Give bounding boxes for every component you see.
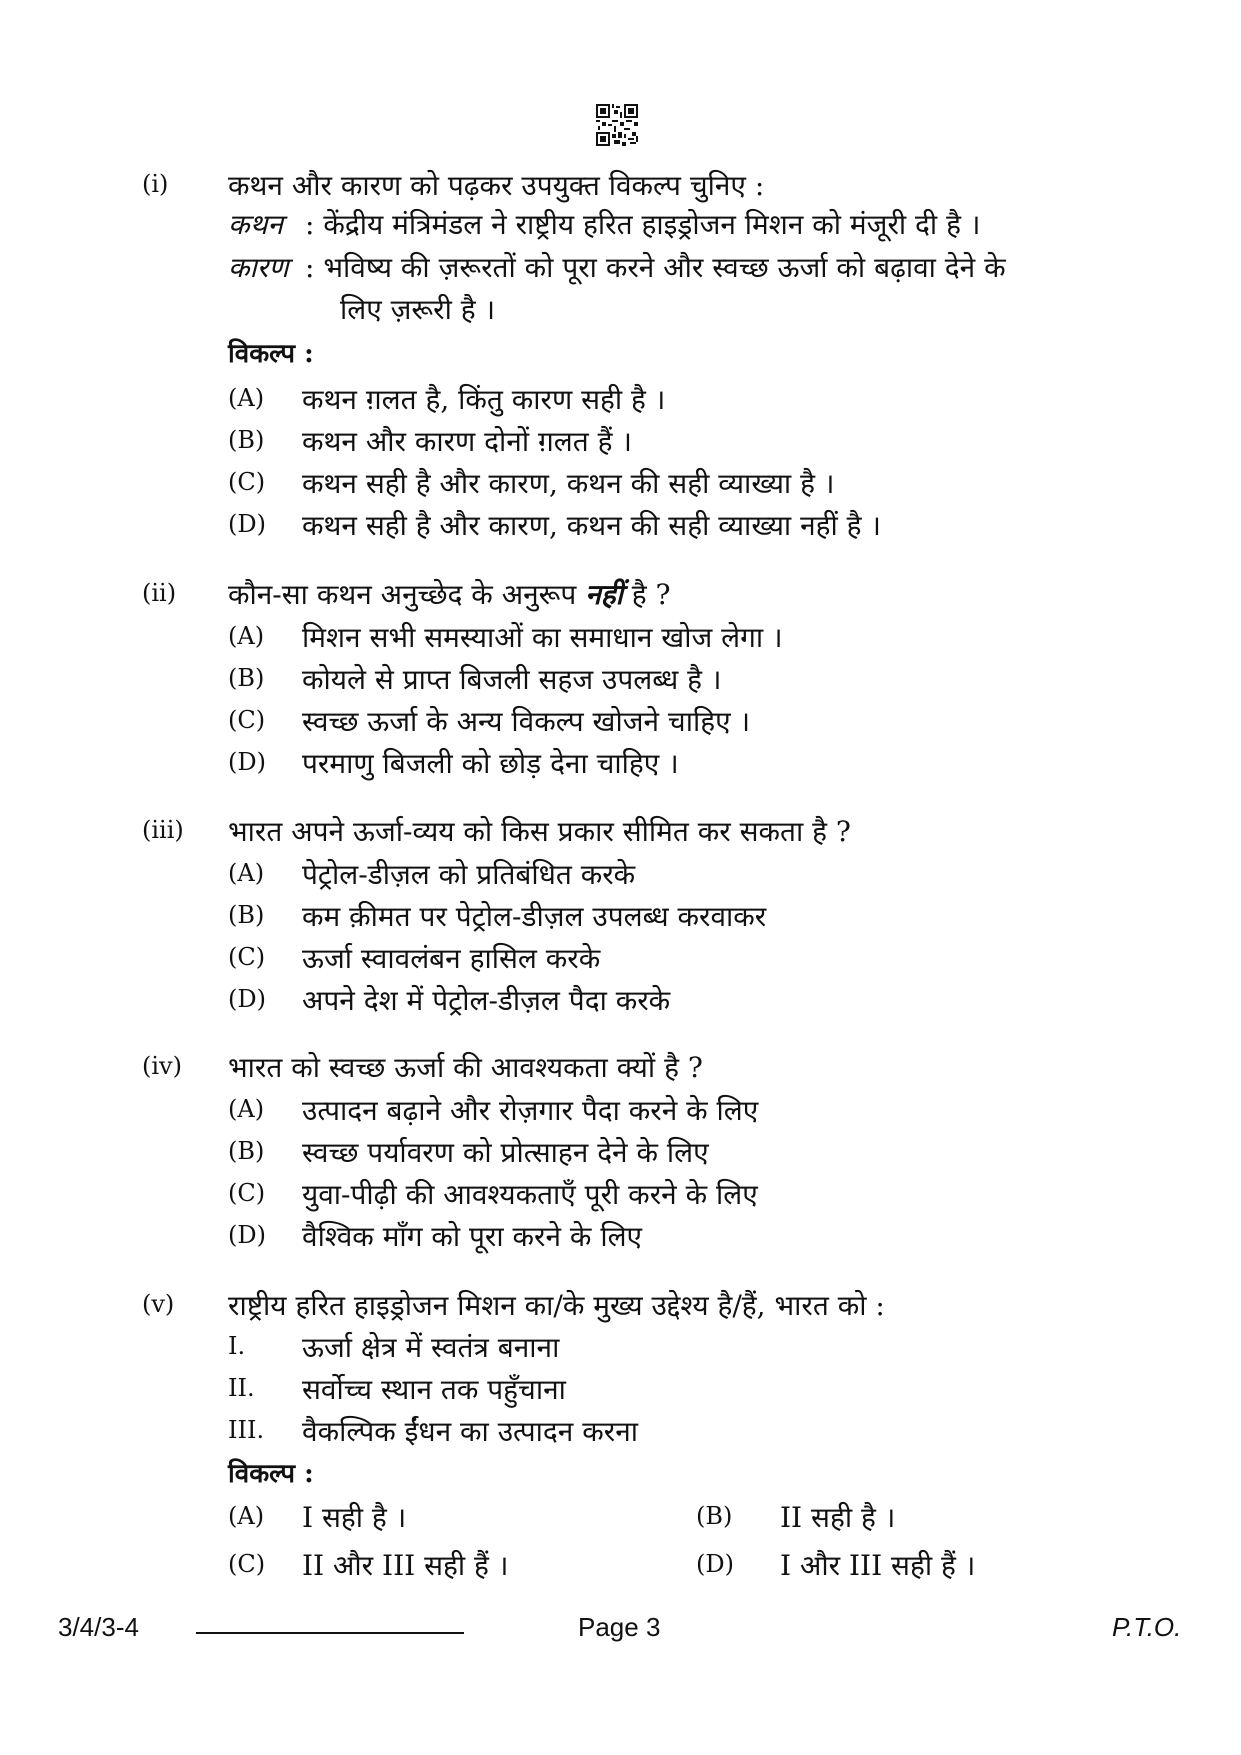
option-row-ab xyxy=(0,1498,1241,1538)
option-label: (B) xyxy=(228,664,265,692)
option-c-text: II और III सही हैं । xyxy=(302,1549,509,1582)
option-label: (A) xyxy=(228,622,265,650)
option-b xyxy=(0,660,1241,700)
option-d-text: I और III सही हैं । xyxy=(780,1549,976,1582)
option-label: (C) xyxy=(228,943,266,971)
reason-text-continued: लिए ज़रूरी है । xyxy=(340,293,496,326)
question-stem: राष्ट्रीय हरित हाइड्रोजन मिशन का/के मुख्य उद्देश्य है/हैं, भारत को : xyxy=(228,1289,885,1322)
option-d xyxy=(0,1217,1241,1257)
statement-2 xyxy=(0,1370,1241,1410)
question-stem: भारत अपने ऊर्जा-व्यय को किस प्रकार सीमित कर सकता है ? xyxy=(228,815,851,848)
option-b-text: II सही है । xyxy=(780,1501,896,1534)
question-stem: कौन-सा कथन अनुच्छेद के अनुरूप नहीं है ? xyxy=(228,578,671,611)
question-stem: कथन और कारण को पढ़कर उपयुक्त विकल्प चुनिए : xyxy=(228,169,765,202)
option-label: (D) xyxy=(228,510,266,538)
question-number: (iv) xyxy=(142,1052,182,1080)
option-text: कम क़ीमत पर पेट्रोल-डीज़ल उपलब्ध करवाकर xyxy=(302,900,767,933)
option-b-label: (B) xyxy=(696,1502,733,1530)
option-label: (D) xyxy=(228,985,266,1013)
option-text: स्वच्छ ऊर्जा के अन्य विकल्प खोजने चाहिए । xyxy=(302,705,751,738)
assertion-text: : केंद्रीय मंत्रिमंडल ने राष्ट्रीय हरित हाइड्रोजन मिशन को मंजूरी दी है । xyxy=(305,208,981,241)
option-label: (B) xyxy=(228,1137,265,1165)
option-label: (C) xyxy=(228,468,266,496)
question-number: (ii) xyxy=(142,579,177,607)
question-number: (i) xyxy=(142,170,169,198)
option-a xyxy=(0,1091,1241,1131)
option-a xyxy=(0,855,1241,895)
options-header: विकल्प : xyxy=(228,339,314,369)
option-d-label: (D) xyxy=(696,1550,734,1578)
option-label: (B) xyxy=(228,901,265,929)
option-label: (A) xyxy=(228,859,265,887)
reason-text: : भविष्य की ज़रूरतों को पूरा करने और स्वच्छ ऊर्जा को बढ़ावा देने के xyxy=(305,251,1006,284)
option-text: कथन ग़लत है, किंतु कारण सही है । xyxy=(302,383,666,416)
option-row-cd xyxy=(0,1546,1241,1586)
option-d xyxy=(0,506,1241,546)
qr-code xyxy=(596,104,638,146)
reason-label: कारण xyxy=(228,251,289,284)
option-label: (A) xyxy=(228,1095,265,1123)
statement-1 xyxy=(0,1328,1241,1368)
option-text: कोयले से प्राप्त बिजली सहज उपलब्ध है । xyxy=(302,663,722,696)
option-text: अपने देश में पेट्रोल-डीज़ल पैदा करके xyxy=(302,984,671,1017)
option-label: (D) xyxy=(228,748,266,776)
option-b xyxy=(0,1133,1241,1173)
option-text: मिशन सभी समस्याओं का समाधान खोज लेगा । xyxy=(302,621,783,654)
option-label: (D) xyxy=(228,1221,266,1249)
footer-divider xyxy=(196,1632,464,1634)
option-d xyxy=(0,981,1241,1021)
option-a-label: (A) xyxy=(228,1502,265,1530)
option-b xyxy=(0,897,1241,937)
statement-text: ऊर्जा क्षेत्र में स्वतंत्र बनाना xyxy=(302,1331,560,1364)
option-text: पेट्रोल-डीज़ल को प्रतिबंधित करके xyxy=(302,858,636,891)
option-text: ऊर्जा स्वावलंबन हासिल करके xyxy=(302,942,601,975)
option-text: उत्पादन बढ़ाने और रोज़गार पैदा करने के लिए xyxy=(302,1094,759,1127)
emphasis-not: नहीं xyxy=(585,578,623,611)
option-text: परमाणु बिजली को छोड़ देना चाहिए । xyxy=(302,747,679,780)
option-label: (C) xyxy=(228,1179,266,1207)
options-header: विकल्प : xyxy=(228,1459,314,1489)
option-label: (C) xyxy=(228,706,266,734)
reason-row xyxy=(0,248,1241,288)
option-c xyxy=(0,939,1241,979)
statement-label: III. xyxy=(228,1416,265,1444)
statement-label: I. xyxy=(228,1332,246,1360)
assertion-row xyxy=(0,205,1241,245)
statement-text: वैकल्पिक ईंधन का उत्पादन करना xyxy=(302,1415,638,1448)
please-turn-over: P.T.O. xyxy=(1112,1612,1182,1642)
option-text: युवा-पीढ़ी की आवश्यकताएँ पूरी करने के लिए xyxy=(302,1178,758,1211)
statement-label: II. xyxy=(228,1374,255,1402)
option-a xyxy=(0,618,1241,658)
option-label: (B) xyxy=(228,426,265,454)
question-number: (iii) xyxy=(142,816,184,844)
option-a-text: I सही है । xyxy=(302,1501,407,1534)
assertion-label: कथन xyxy=(228,208,283,241)
paper-code: 3/4/3-4 xyxy=(58,1612,139,1642)
option-d xyxy=(0,744,1241,784)
option-text: स्वच्छ पर्यावरण को प्रोत्साहन देने के लिए xyxy=(302,1136,709,1169)
option-c-label: (C) xyxy=(228,1550,266,1578)
page-number: Page 3 xyxy=(578,1612,661,1642)
question-number: (v) xyxy=(142,1290,175,1318)
option-b xyxy=(0,422,1241,462)
option-text: कथन सही है और कारण, कथन की सही व्याख्या है । xyxy=(302,467,835,500)
option-text: वैश्विक माँग को पूरा करने के लिए xyxy=(302,1220,643,1253)
option-c xyxy=(0,1175,1241,1215)
option-a xyxy=(0,380,1241,420)
question-stem: भारत को स्वच्छ ऊर्जा की आवश्यकता क्यों है ? xyxy=(228,1051,703,1084)
statement-3 xyxy=(0,1412,1241,1452)
option-text: कथन सही है और कारण, कथन की सही व्याख्या नहीं है । xyxy=(302,509,882,542)
statement-text: सर्वोच्च स्थान तक पहुँचाना xyxy=(302,1373,566,1406)
page-footer xyxy=(0,1612,1241,1652)
option-text: कथन और कारण दोनों ग़लत हैं । xyxy=(302,425,632,458)
reason-row-continued xyxy=(0,290,1241,330)
option-c xyxy=(0,464,1241,504)
option-c xyxy=(0,702,1241,742)
option-label: (A) xyxy=(228,384,265,412)
